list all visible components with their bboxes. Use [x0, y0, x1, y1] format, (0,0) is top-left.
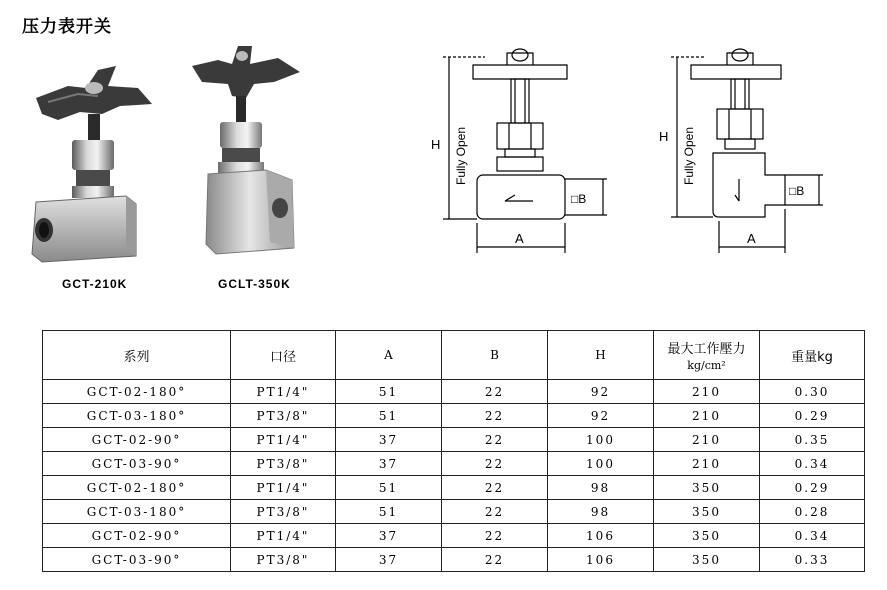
h-cell: 98	[548, 500, 654, 524]
weight-cell: 0.34	[760, 452, 865, 476]
pressure-cell: 210	[654, 452, 760, 476]
b-cell: 22	[442, 380, 548, 404]
col-header-series: 系列	[43, 331, 231, 380]
pressure-cell: 350	[654, 524, 760, 548]
h-cell: 92	[548, 380, 654, 404]
series-cell: GCT-02-180°	[43, 380, 231, 404]
table-body	[43, 380, 865, 572]
bore-cell: PT1/4"	[231, 524, 336, 548]
series-cell: GCT-03-180°	[43, 500, 231, 524]
max-pressure-label: 最大工作壓力	[667, 342, 746, 357]
weight-cell: 0.29	[760, 404, 865, 428]
weight-cell: 0.35	[760, 428, 865, 452]
angle-valve-drawing	[655, 45, 825, 260]
bore-cell: PT3/8"	[231, 452, 336, 476]
h-label: H	[659, 129, 669, 144]
h-cell: 98	[548, 476, 654, 500]
fully-open-label: Fully Open	[454, 126, 468, 185]
table-row	[43, 428, 865, 452]
h-cell: 100	[548, 428, 654, 452]
b-cell: 22	[442, 428, 548, 452]
bore-cell: PT1/4"	[231, 428, 336, 452]
table-row	[43, 380, 865, 404]
table-row	[43, 476, 865, 500]
weight-cell: 0.33	[760, 548, 865, 572]
table-row	[43, 452, 865, 476]
a-cell: 37	[336, 428, 442, 452]
bore-cell: PT3/8"	[231, 548, 336, 572]
col-header-bore: 口径	[231, 331, 336, 380]
pressure-cell: 350	[654, 548, 760, 572]
series-cell: GCT-03-90°	[43, 452, 231, 476]
gclt-350k-caption: GCLT-350K	[218, 277, 291, 291]
b-cell: 22	[442, 404, 548, 428]
col-header-a: A	[336, 331, 442, 380]
a-cell: 37	[336, 548, 442, 572]
series-cell: GCT-02-90°	[43, 428, 231, 452]
bore-cell: PT1/4"	[231, 380, 336, 404]
weight-cell: 0.30	[760, 380, 865, 404]
a-label: A	[747, 231, 756, 246]
bore-cell: PT3/8"	[231, 500, 336, 524]
b-label: □B	[789, 184, 805, 198]
pressure-cell: 210	[654, 380, 760, 404]
col-header-max-pressure	[654, 331, 760, 380]
gclt-350k-photo	[188, 42, 308, 262]
pressure-cell: 210	[654, 404, 760, 428]
series-cell: GCT-03-90°	[43, 548, 231, 572]
b-cell: 22	[442, 476, 548, 500]
b-label: □B	[571, 192, 587, 206]
pressure-cell: 350	[654, 476, 760, 500]
gct-210k-caption: GCT-210K	[62, 277, 128, 291]
series-cell: GCT-02-180°	[43, 476, 231, 500]
a-cell: 51	[336, 476, 442, 500]
pressure-unit: kg/cm²	[687, 359, 726, 372]
a-cell: 37	[336, 524, 442, 548]
series-cell: GCT-02-90°	[43, 524, 231, 548]
table-row	[43, 548, 865, 572]
h-cell: 92	[548, 404, 654, 428]
b-cell: 22	[442, 548, 548, 572]
a-cell: 51	[336, 380, 442, 404]
spec-table	[42, 330, 865, 572]
pressure-cell: 210	[654, 428, 760, 452]
a-cell: 37	[336, 452, 442, 476]
table-header-row	[43, 331, 865, 380]
bore-cell: PT3/8"	[231, 404, 336, 428]
h-cell: 106	[548, 524, 654, 548]
h-label: H	[431, 137, 441, 152]
gct-210k-photo	[28, 58, 158, 263]
a-cell: 51	[336, 404, 442, 428]
page-title: 压力表开关	[22, 17, 112, 37]
col-header-b: B	[442, 331, 548, 380]
bore-cell: PT1/4"	[231, 476, 336, 500]
series-cell: GCT-03-180°	[43, 404, 231, 428]
weight-cell: 0.28	[760, 500, 865, 524]
table-row	[43, 524, 865, 548]
col-header-h: H	[548, 331, 654, 380]
a-cell: 51	[336, 500, 442, 524]
a-label: A	[515, 231, 524, 246]
weight-cell: 0.34	[760, 524, 865, 548]
h-cell: 106	[548, 548, 654, 572]
fully-open-label: Fully Open	[682, 126, 696, 185]
straight-valve-drawing	[425, 45, 610, 260]
b-cell: 22	[442, 524, 548, 548]
weight-cell: 0.29	[760, 476, 865, 500]
pressure-cell: 350	[654, 500, 760, 524]
col-header-weight: 重量kg	[760, 331, 865, 380]
table-row	[43, 500, 865, 524]
b-cell: 22	[442, 452, 548, 476]
h-cell: 100	[548, 452, 654, 476]
b-cell: 22	[442, 500, 548, 524]
table-row	[43, 404, 865, 428]
